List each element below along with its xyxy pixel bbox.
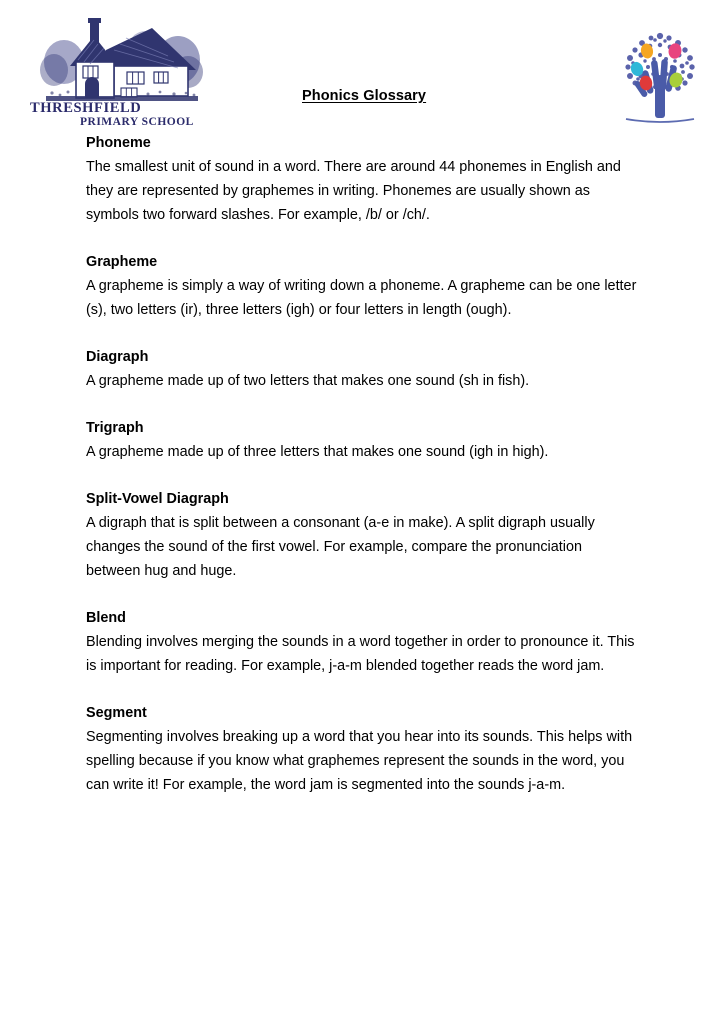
glossary-definition: Blending involves merging the sounds in a word together in order to pronounce it. This is important for reading. For example, j-a-m blended together reads the word jam. [86, 634, 635, 674]
glossary-entry [86, 606, 638, 678]
glossary-entry [86, 345, 638, 393]
glossary-term: Segment [86, 705, 147, 721]
glossary-definition: A grapheme is simply a way of writing down a phoneme. A grapheme can be one letter (s), two letters (ir), three letters (igh) or four letters in length (ough). [86, 278, 637, 318]
glossary-entry [86, 131, 638, 227]
glossary-term: Trigraph [86, 420, 144, 436]
glossary-definition: A grapheme made up of two letters that makes one sound (sh in fish). [86, 373, 530, 389]
school-name-line1: THRESHFIELD [30, 100, 142, 116]
tree-icon [625, 33, 694, 122]
glossary-entry [86, 701, 638, 797]
glossary-entry [86, 416, 638, 464]
glossary-term: Grapheme [86, 254, 158, 270]
threshfield-school-logo [28, 10, 214, 128]
glossary-term: Split-Vowel Diagraph [86, 491, 229, 507]
glossary-term: Diagraph [86, 349, 149, 365]
glossary-content [86, 131, 638, 797]
page-title: Phonics Glossary [302, 88, 427, 104]
glossary-entry [86, 250, 638, 322]
school-name-line2: PRIMARY SCHOOL [80, 116, 194, 128]
ground-line [626, 119, 694, 122]
glossary-definition: The smallest unit of sound in a word. There are around 44 phonemes in English and they are represented by graphemes in writing. Phonemes are usually shown as symbols two forward slashes. For example, /b/ or /ch/. [86, 159, 621, 223]
tree-logo [608, 22, 712, 126]
glossary-term: Phoneme [86, 135, 151, 151]
glossary-definition: A digraph that is split between a consonant (a-e in make). A split digraph usually changes the sound of the first vowel. For example, compare the pronunciation between hug and huge. [86, 515, 595, 579]
schoolhouse-illustration-icon [40, 18, 203, 101]
glossary-term: Blend [86, 610, 126, 626]
glossary-entry [86, 487, 638, 583]
glossary-definition: A grapheme made up of three letters that makes one sound (igh in high). [86, 444, 549, 460]
glossary-definition: Segmenting involves breaking up a word that you hear into its sounds. This helps with spelling because if you know what graphemes represent the sounds in the word, you can write it! For example, the word jam is segmented into the sounds j-a-m. [86, 729, 633, 793]
document-header [0, 0, 724, 128]
